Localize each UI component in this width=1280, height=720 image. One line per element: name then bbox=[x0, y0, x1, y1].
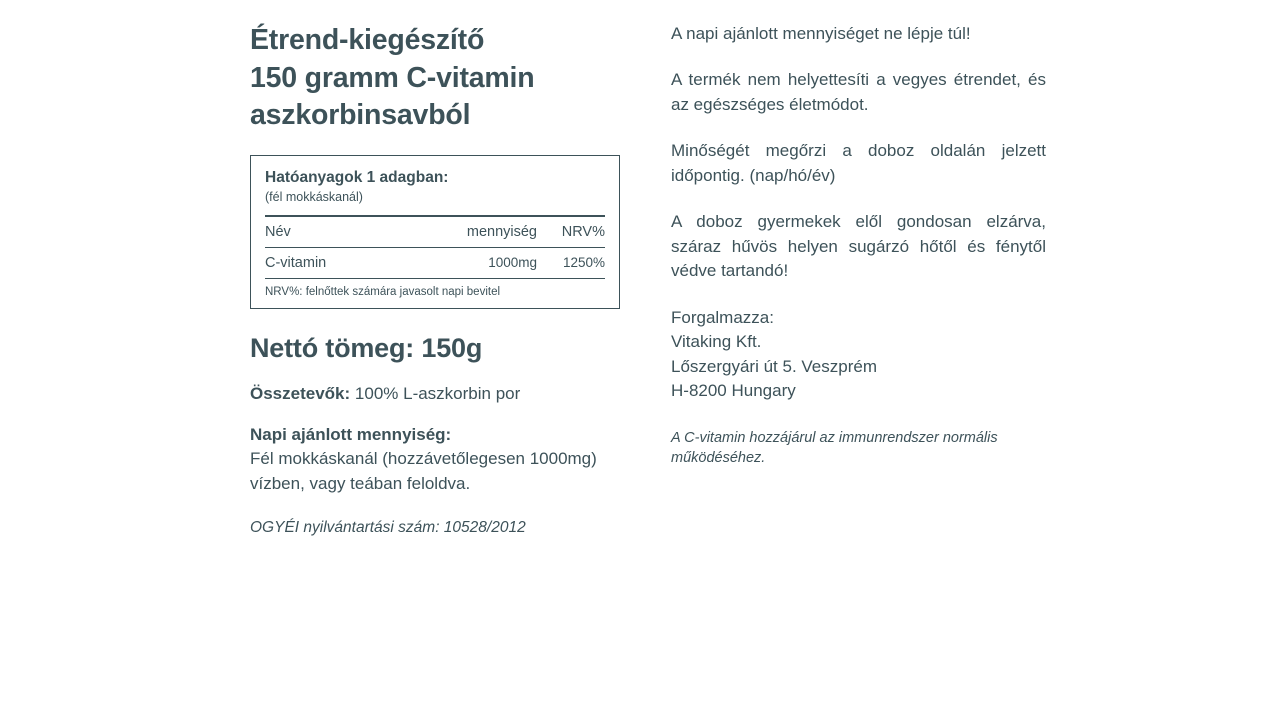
headline-line-2: 150 gramm C-vitamin bbox=[250, 61, 535, 94]
facts-header-name: Név bbox=[265, 224, 291, 241]
facts-row-amount: 1000mg bbox=[488, 255, 537, 271]
dosage bbox=[250, 423, 625, 497]
facts-header-nrv: NRV% bbox=[561, 224, 605, 241]
facts-row-nrv: 1250% bbox=[562, 255, 605, 271]
ingredients bbox=[250, 382, 625, 407]
distributor-block bbox=[671, 306, 1046, 404]
dosage-text: Fél mokkáskanál (hozzávetőlegesen 1000mg) vízben, vagy teában feloldva. bbox=[250, 449, 597, 494]
distributor-company: Vitaking Kft. bbox=[671, 332, 762, 352]
health-claim: A C-vitamin hozzájárul az immunrendszer normális működéséhez. bbox=[671, 429, 998, 466]
facts-subtitle: (fél mokkáskanál) bbox=[265, 190, 363, 205]
distributor-label: Forgalmazza: bbox=[671, 307, 774, 327]
facts-footnote: NRV%: felnőttek számára javasolt napi bevitel bbox=[265, 286, 501, 299]
facts-row-name: C-vitamin bbox=[265, 255, 327, 272]
registration-number: OGYÉI nyilvántartási szám: 10528/2012 bbox=[250, 518, 526, 536]
facts-header-amount: mennyiség bbox=[466, 224, 537, 241]
facts-title: Hatóanyagok 1 adagban: bbox=[265, 168, 449, 186]
distributor-postal-city: H-8200 Hungary bbox=[671, 381, 796, 401]
dosage-title: Napi ajánlott mennyiség: bbox=[250, 424, 452, 444]
headline-line-3: aszkorbinsavból bbox=[250, 99, 471, 132]
supplement-facts-box bbox=[250, 155, 620, 309]
notice-best-before: Minőségét megőrzi a doboz oldalán jelzett időpontig. (nap/hó/év) bbox=[671, 141, 1046, 185]
product-headline bbox=[250, 22, 625, 135]
net-weight: Nettó tömeg: 150g bbox=[250, 333, 483, 364]
left-column bbox=[250, 22, 625, 682]
notice-storage: A doboz gyermekek elől gondosan elzárva, száraz hűvös helyen sugárzó hőtől és fénytől védve tartandó! bbox=[671, 212, 1046, 281]
right-column bbox=[671, 22, 1046, 682]
headline-line-1: Étrend-kiegészítő bbox=[250, 24, 485, 56]
label-content bbox=[250, 22, 1050, 682]
facts-header-row bbox=[265, 217, 605, 240]
ingredients-label: Összetevők: bbox=[250, 384, 351, 404]
notice-warning-dose: A napi ajánlott mennyiséget ne lépje túl! bbox=[671, 24, 971, 43]
ingredients-value: 100% L-aszkorbin por bbox=[354, 384, 521, 404]
distributor-street: Lőszergyári út 5. Veszprém bbox=[671, 356, 877, 376]
table-row bbox=[265, 248, 605, 271]
notice-not-substitute: A termék nem helyettesíti a vegyes étrendet, és az egészséges életmódot. bbox=[671, 70, 1046, 114]
